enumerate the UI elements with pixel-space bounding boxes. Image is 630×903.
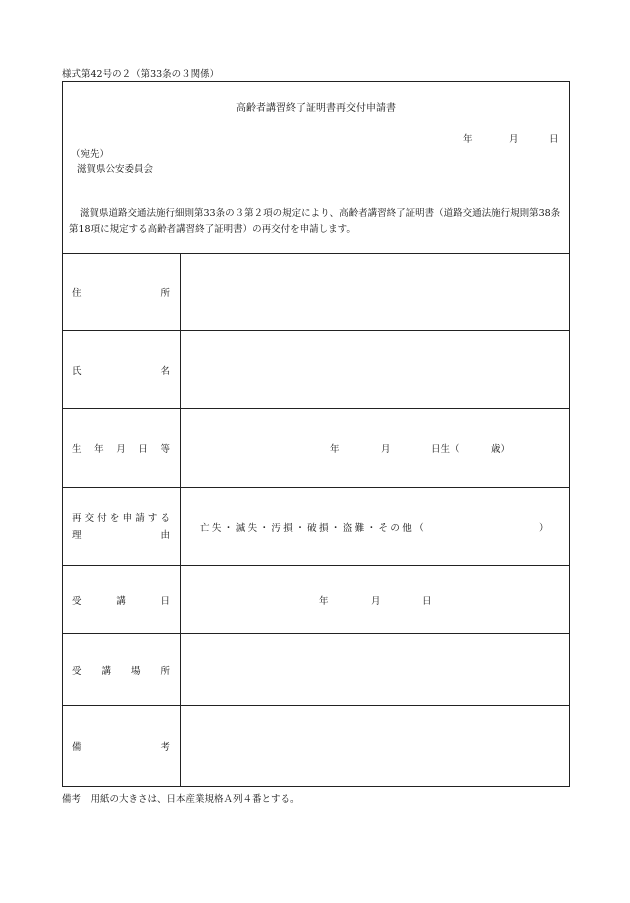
course-month: 月 (371, 595, 381, 607)
course-date-field[interactable] (180, 566, 569, 633)
address-label-cell (63, 253, 181, 330)
age: 歳） (491, 444, 511, 455)
document-title: 高齢者講習終了証明書再交付申請書 (236, 103, 396, 114)
reason-options: 亡失・滅失・汚損・破損・盗難・その他（ (200, 522, 427, 534)
addressee-label: （宛先） (71, 149, 110, 160)
birthdate-label: 生 年 月 日 等 (72, 444, 170, 455)
course-date-label: 受 講 日 (72, 595, 170, 607)
footnote: 備考 用紙の大きさは、日本産業規格Ａ列４番とする。 (62, 794, 300, 805)
course-date-label-cell (63, 566, 181, 633)
date-day: 日 (549, 134, 559, 145)
reason-field[interactable] (180, 488, 569, 565)
reason-label: 再 交 付 を 申 請 す る 理 由 (72, 512, 170, 541)
course-place-row (63, 634, 569, 706)
birth-year: 年 (330, 444, 340, 455)
reason-row (63, 488, 569, 566)
birthdate-field[interactable] (180, 409, 569, 487)
course-place-label-cell (63, 634, 181, 705)
form-header (63, 82, 569, 254)
date-year: 年 (463, 134, 473, 145)
course-year: 年 (319, 595, 329, 607)
form-number: 様式第42号の２（第33条の３関係） (62, 69, 220, 80)
declaration-body: 滋賀県道路交通法施行細則第33条の３第２項の規定により、高齢者講習終了証明書（道路交通法施行規則第38条第18項に規定する高齢者講習終了証明書）の再交付を申請します。 (69, 208, 561, 235)
reason-close: ） (539, 522, 549, 534)
reason-label-cell (63, 488, 181, 565)
birth-month: 月 (381, 444, 391, 455)
name-row (63, 331, 569, 409)
address-label: 住 所 (72, 287, 170, 299)
course-date-row (63, 566, 569, 634)
name-label-cell (63, 331, 181, 408)
addressee-name: 滋賀県公安委員会 (77, 164, 154, 175)
address-row (63, 253, 569, 331)
birthdate-row (63, 409, 569, 488)
remarks-row (63, 706, 569, 786)
remarks-label-cell (63, 706, 181, 786)
birthdate-label-cell (63, 409, 181, 487)
course-place-label: 受 講 場 所 (72, 665, 170, 677)
remarks-label: 備 考 (72, 742, 170, 753)
course-place-field[interactable] (180, 634, 569, 705)
name-field[interactable] (180, 331, 569, 408)
date-month: 月 (509, 134, 519, 145)
name-label: 氏 名 (72, 365, 170, 377)
course-day: 日 (422, 595, 432, 607)
application-form (62, 81, 570, 787)
birth-day: 日生（ (431, 444, 460, 455)
remarks-field[interactable] (180, 706, 569, 786)
declaration-text (69, 206, 563, 238)
address-field[interactable] (180, 253, 569, 330)
